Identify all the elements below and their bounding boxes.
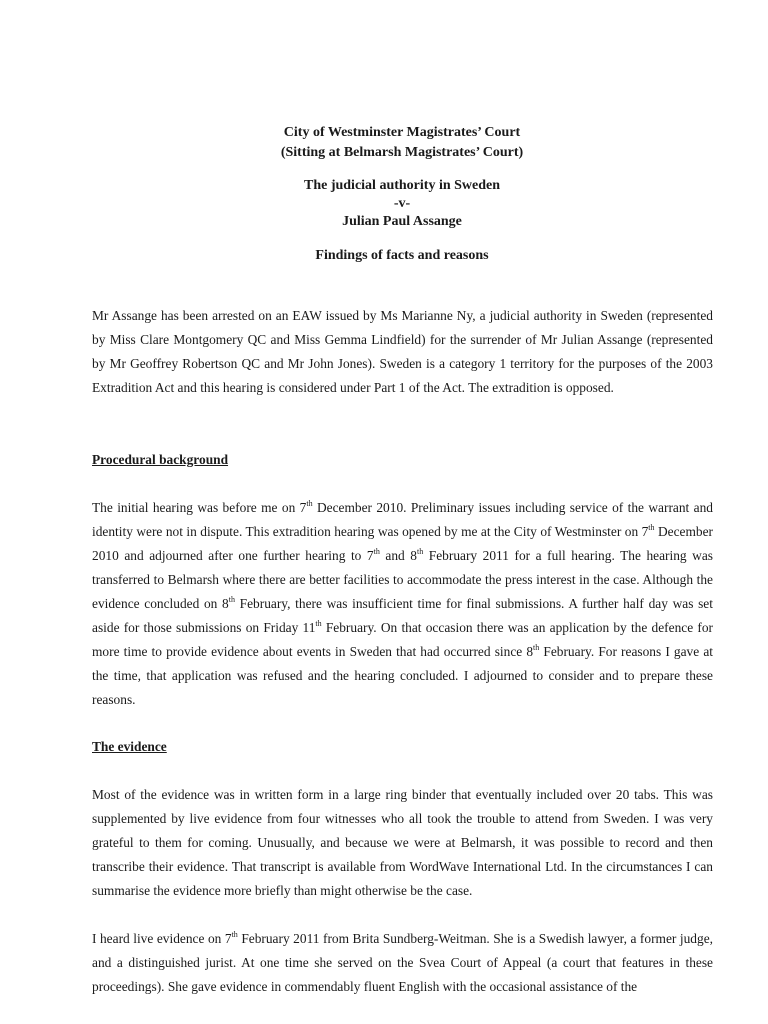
evidence-heading: The evidence <box>92 739 167 754</box>
versus-marker: -v- <box>393 196 411 211</box>
party-respondent: Julian Paul Assange <box>342 214 462 229</box>
procedural-background-heading: Procedural background <box>92 452 229 467</box>
court-subtitle: (Sitting at Belmarsh Magistrates’ Court) <box>280 145 524 160</box>
intro-paragraph: Mr Assange has been arrested on an EAW issued by Ms Marianne Ny, a judicial authority in Sweden (represented by Miss Clare Montgomery QC and Miss Gemma Lindfield) for the surrender of Mr Julian Assange (represented by Mr Geoffrey Robertson QC and Mr John Jones). Sweden is a category 1 territory for the purposes of the 2003 Extradition Act and this hearing is considered under Part 1 of the Act. The extradition is opposed. <box>92 308 713 395</box>
evidence-paragraph-1: Most of the evidence was in written form in a large ring binder that eventually included over 20 tabs. This was supplemented by live evidence from four witnesses who all took the trouble to attend from Sweden. I was very grateful to them for coming. Unusually, and because we were at Belmarsh, it was possible to record and then transcribe their evidence. That transcript is available from WordWave International Ltd. In the circumstances I can summarise the evidence more briefly than might otherwise be the case. <box>92 787 713 898</box>
evidence-paragraph-2: I heard live evidence on 7th February 2011 from Brita Sundberg-Weitman. She is a Swedish lawyer, a former judge, and a distinguished jurist. At one time she served on the Svea Court of Appeal (a court that features in these proceedings). She gave evidence in commendably fluent English with the occasional assistance of the <box>92 930 713 994</box>
document-title: Findings of facts and reasons <box>315 248 489 263</box>
party-claimant: The judicial authority in Sweden <box>303 178 501 193</box>
procedural-paragraph: The initial hearing was before me on 7th December 2010. Preliminary issues including service of the warrant and identity were not in dispute. This extradition hearing was opened by me at the City of Westminster on 7th December 2010 and adjourned after one further hearing to 7th and 8th February 2011 for a full hearing. The hearing was transferred to Belmarsh where there are better facilities to accommodate the press interest in the case. Although the evidence concluded on 8th February, there was insufficient time for final submissions. A further half day was set aside for those submissions on Friday 11th February. On that occasion there was an application by the defence for more time to provide evidence about events in Sweden that had occurred since 8th February. For reasons I gave at the time, that application was refused and the hearing concluded. I adjourned to consider and to prepare these reasons. <box>92 499 713 707</box>
court-title: City of Westminster Magistrates’ Court <box>283 125 521 140</box>
